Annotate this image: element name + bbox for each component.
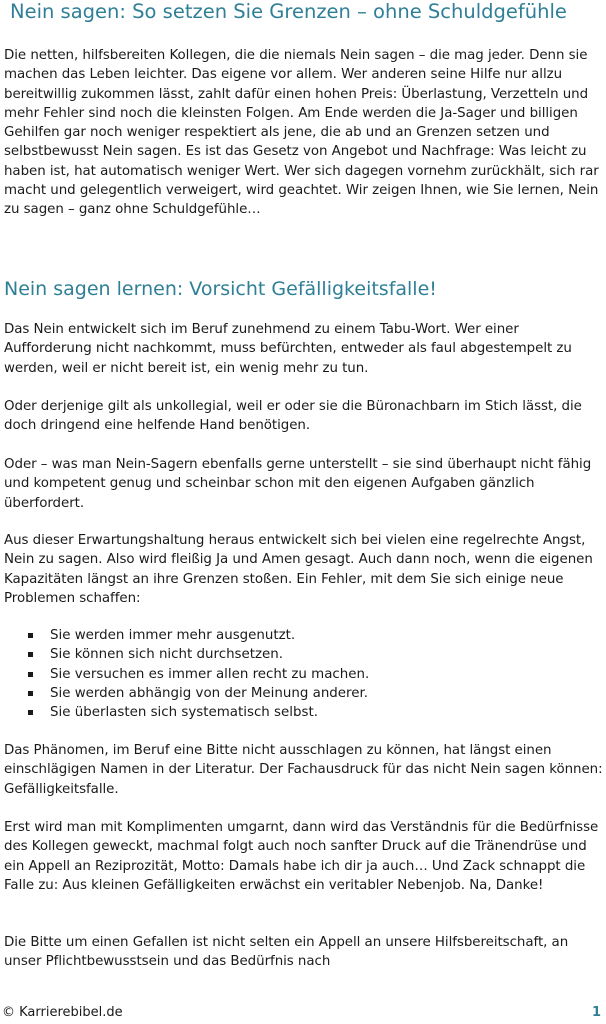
bullet-list (0, 626, 600, 722)
intro-paragraph: Die netten, hilfsbereiten Kollegen, die die niemals Nein sagen – die mag jeder. Denn sie machen das Leben leichter. Das eigene vor allem. Wer anderen seine Hilfe nur allzu bereitwillig zukommen lässt, zahlt dafür einen hohen Preis: Überlastung, Verzetteln und mehr Fehler sind noch die kleinsten Folgen. Am Ende werden die Ja-Sager und billigen Gehilfen gar noch weniger respektiert als jene, die ab und an Grenzen setzen und selbstbewusst Nein sagen. Es ist das Gesetz von Angebot und Nachfrage: Was leicht zu haben ist, hat automatisch weniger Wert. Wer sich dagegen vornehm zurückhält, sich rar macht und gelegentlich verweigert, wird geachtet. Wir zeigen Ihnen, wie Sie lernen, Nein zu sagen – ganz ohne Schuldgefühle… (4, 48, 599, 218)
list-item (0, 665, 600, 684)
list-item-text: Sie werden immer mehr ausgenutzt. (50, 628, 296, 643)
list-item (0, 684, 600, 703)
list-item (0, 703, 600, 722)
bullet-icon (28, 672, 33, 677)
paragraph-5: Das Phänomen, im Beruf eine Bitte nicht ausschlagen zu können, hat längst einen einschlägigen Namen in der Literatur. Der Fachausdruck für das nicht Nein sagen können: Gefälligkeitsfalle. (4, 743, 603, 797)
list-item-text: Sie können sich nicht durchsetzen. (50, 647, 284, 663)
bullet-icon (28, 652, 33, 657)
list-item (0, 626, 600, 645)
list-item-text: Sie werden abhängig von der Meinung anderer. (50, 685, 369, 701)
paragraph-1: Das Nein entwickelt sich im Beruf zunehmend zu einem Tabu-Wort. Wer einer Aufforderung nicht nachkommt, muss befürchten, entweder als faul abgestempelt zu werden, weil er nicht bereit ist, ein wenig mehr zu tun. (4, 322, 572, 376)
list-item-text: Sie versuchen es immer allen recht zu machen. (50, 666, 370, 682)
list-item (0, 645, 600, 664)
page-number: 1 (591, 1005, 601, 1020)
paragraph-3: Oder – was man Nein-Sagern ebenfalls gerne unterstellt – sie sind überhaupt nicht fähig und kompetent genug und scheinbar schon mit den eigenen Aufgaben gänzlich überfordert. (4, 457, 592, 511)
paragraph-2: Oder derjenige gilt als unkollegial, weil er oder sie die Büronachbarn im Stich lässt, die doch dringend eine helfende Hand benötigen. (4, 399, 582, 434)
footer-source: © Karrierebibel.de (2, 1005, 123, 1020)
section-heading: Nein sagen lernen: Vorsicht Gefälligkeitsfalle! (4, 278, 437, 300)
page-title: Nein sagen: So setzen Sie Grenzen – ohne Schuldgefühle (10, 0, 567, 23)
bullet-icon (28, 710, 33, 715)
page-footer (0, 1002, 606, 1024)
list-item-text: Sie überlasten sich systematisch selbst. (50, 705, 318, 721)
paragraph-7: Die Bitte um einen Gefallen ist nicht selten ein Appell an unsere Hilfsbereitschaft, an unser Pflichtbewusstsein und das Bedürfnis nach (4, 935, 569, 970)
bullet-icon (28, 633, 33, 638)
paragraph-4: Aus dieser Erwartungshaltung heraus entwickelt sich bei vielen eine regelrechte Angst, Nein zu sagen. Also wird fleißig Ja und Amen gesagt. Auch dann noch, wenn die eigenen Kapazitäten längst an ihre Grenzen stoßen. Ein Fehler, mit dem Sie sich einige neue Problemen schaffen: (4, 533, 593, 606)
bullet-icon (28, 691, 33, 696)
paragraph-6: Erst wird man mit Komplimenten umgarnt, dann wird das Verständnis für die Bedürfnisse des Kollegen geweckt, machmal folgt auch noch sanfter Druck auf die Tränendrüse und ein Appell an Reziprozität, Motto: Damals habe ich dir ja auch… Und Zack schnappt die Falle zu: Aus kleinen Gefälligkeiten erwächst ein veritabler Nebenjob. Na, Danke! (4, 820, 599, 893)
